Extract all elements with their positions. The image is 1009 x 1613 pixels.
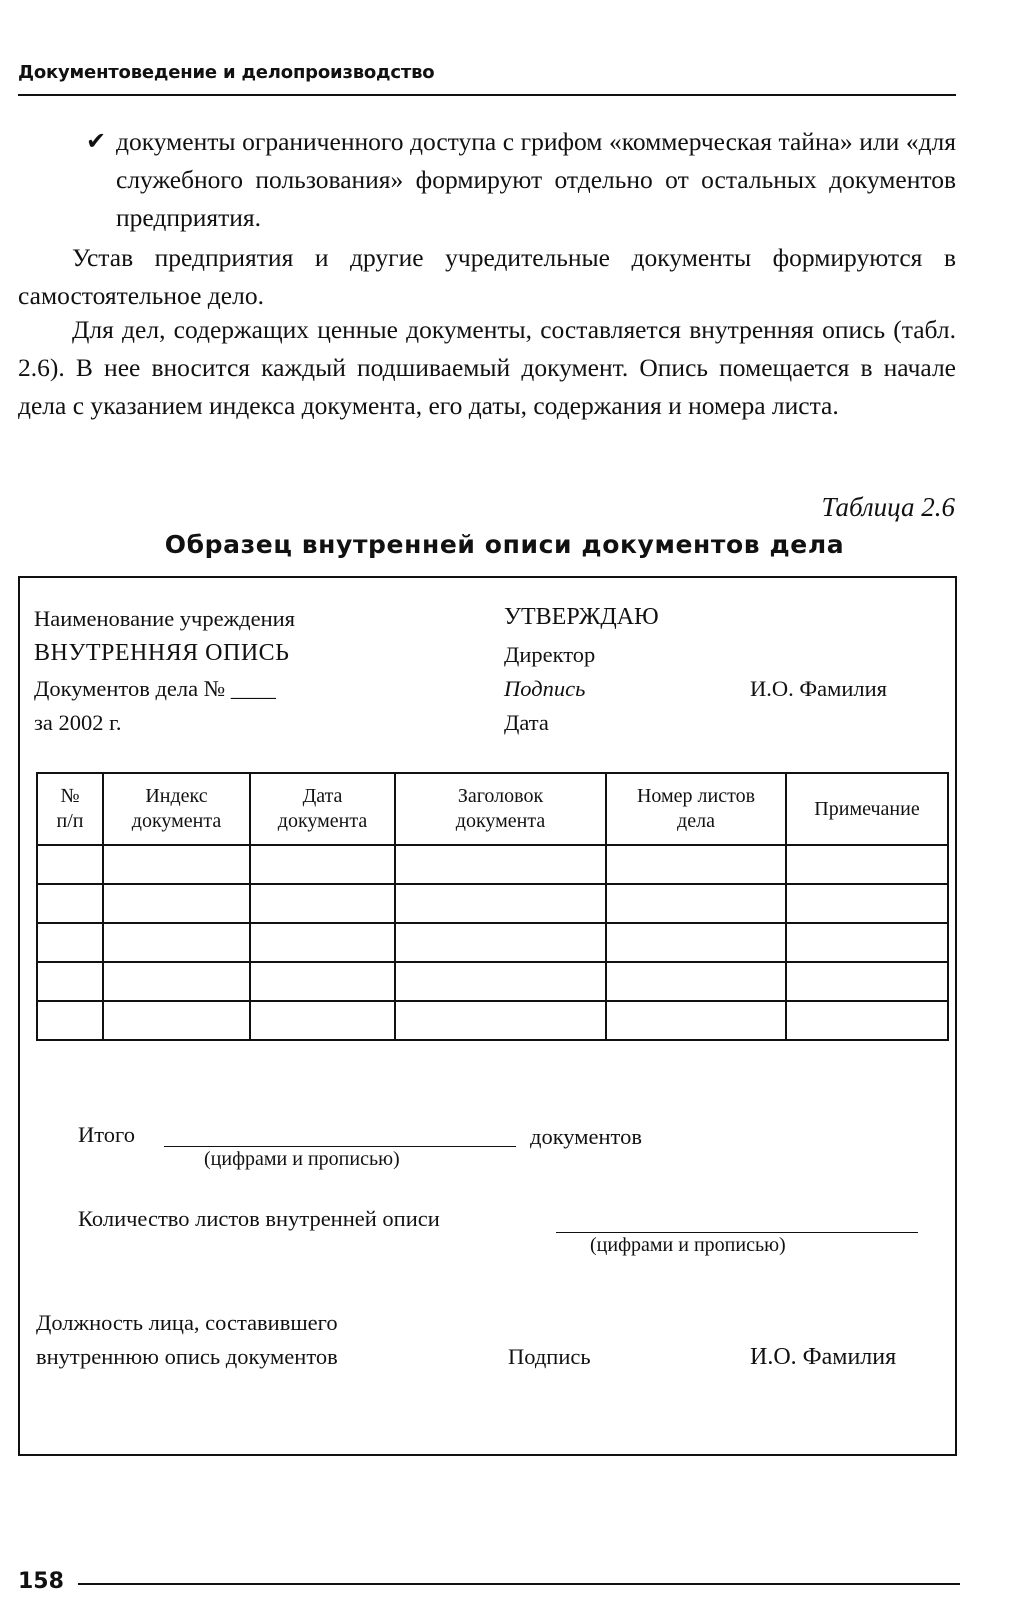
column-header-sheets: Номер листов дела	[606, 773, 786, 845]
column-header-index: Индекс документа	[103, 773, 250, 845]
approve-label: УТВЕРЖДАЮ	[504, 604, 659, 630]
header-rule	[18, 94, 956, 96]
institution-name-label: Наименование учреждения	[34, 606, 296, 631]
bullet-text: документы ограниченного доступа с грифом «коммерческая тайна» или «для служебного пользования» формируют отдельно от остальных документов предприятия.	[116, 127, 956, 232]
inventory-title: ВНУТРЕННЯЯ ОПИСЬ	[34, 640, 290, 666]
page-number: 158	[18, 1569, 64, 1594]
table-title: Образец внутренней описи документов дела	[164, 530, 845, 559]
table-row	[37, 1001, 948, 1040]
paragraph-charter: Устав предприятия и другие учредительные документы формируются в самостоятельное дело.	[18, 243, 956, 310]
director-label: Директор	[504, 642, 596, 667]
footer-rule	[78, 1583, 960, 1585]
total-underline	[164, 1146, 516, 1147]
date-label: Дата	[504, 710, 549, 735]
paragraph-inventory: Для дел, содержащих ценные документы, составляется внутренняя опись (табл. 2.6). В нее вносится каждый подшиваемый документ. Опись помещается в начале дела с указанием индекса документа, его даты, содержания и номера листа.	[18, 315, 956, 420]
checkmark-icon: ✔	[86, 129, 107, 155]
total-hint: (цифрами и прописью)	[204, 1148, 400, 1170]
bullet-item	[86, 123, 956, 237]
compiler-signature: Подпись	[508, 1344, 591, 1369]
compiler-position-line2: внутреннюю опись документов	[36, 1344, 338, 1369]
sheets-hint: (цифрами и прописью)	[590, 1234, 786, 1256]
column-header-title: Заголовок документа	[395, 773, 606, 845]
table-number: Таблица 2.6	[821, 492, 955, 522]
name-label: И.О. Фамилия	[750, 676, 888, 701]
compiler-position-line1: Должность лица, составившего	[36, 1310, 338, 1335]
sheets-count-label: Количество листов внутренней описи	[78, 1206, 440, 1231]
case-number-label: Документов дела № ____	[34, 676, 276, 701]
table-row	[37, 962, 948, 1001]
year-label: за 2002 г.	[34, 710, 122, 735]
table-row	[37, 845, 948, 884]
total-label: Итого	[78, 1122, 135, 1147]
table-row	[37, 923, 948, 962]
inventory-table	[36, 772, 949, 1041]
column-header-note: Примечание	[786, 773, 948, 845]
signature-label: Подпись	[504, 676, 586, 701]
table-row	[37, 884, 948, 923]
running-header: Документоведение и делопроизводство	[18, 62, 435, 83]
column-header-number: № п/п	[37, 773, 103, 845]
total-suffix: документов	[530, 1124, 642, 1149]
sheets-underline	[556, 1232, 918, 1233]
column-header-date: Дата документа	[250, 773, 395, 845]
table-header-row	[37, 773, 948, 845]
compiler-name: И.О. Фамилия	[750, 1344, 897, 1370]
